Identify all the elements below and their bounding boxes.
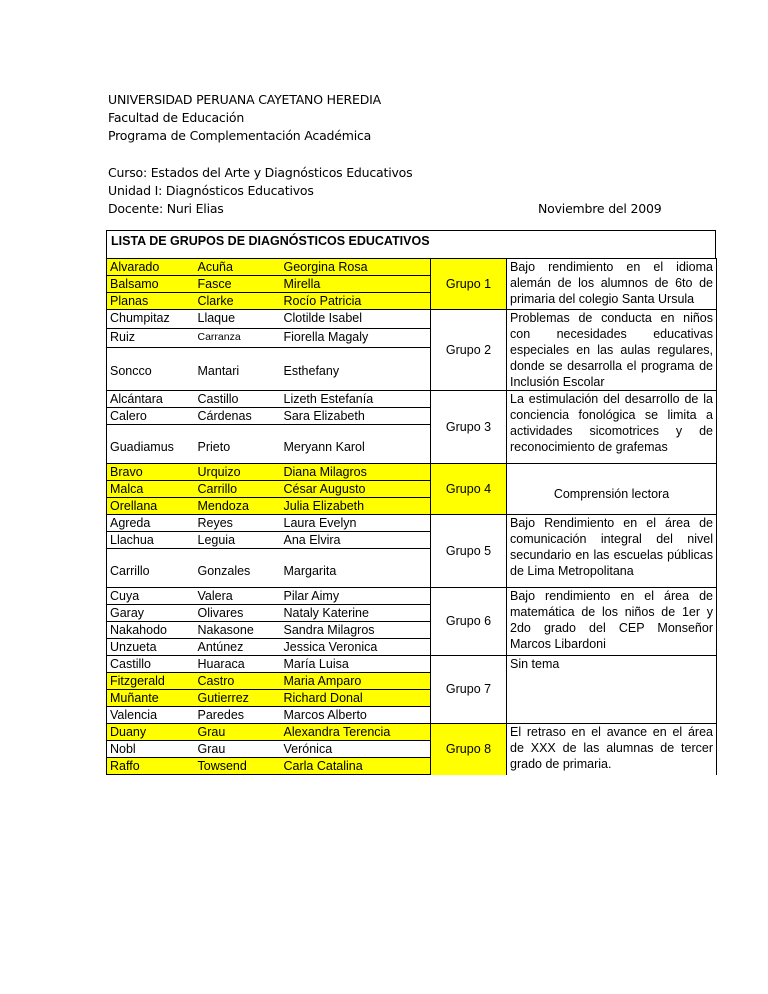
surname-2-cell: Acuña <box>195 259 281 276</box>
surname-1-cell: Balsamo <box>107 276 195 293</box>
given-names-cell: Meryann Karol <box>281 425 431 464</box>
surname-2-cell: Valera <box>195 588 281 605</box>
group-label: Grupo 1 <box>431 259 507 310</box>
group-label: Grupo 4 <box>431 464 507 515</box>
surname-1-cell: Agreda <box>107 515 195 532</box>
surname-1-cell: Duany <box>107 724 195 741</box>
group-topic: Bajo rendimiento en el idioma alemán de los alumnos de 6to de primaria del colegio Santa Ursula <box>507 259 717 310</box>
surname-2-cell: Carranza <box>195 328 281 347</box>
given-names-cell: Fiorella Magaly <box>281 328 431 347</box>
surname-2-cell: Towsend <box>195 758 281 775</box>
given-names-cell: Carla Catalina <box>281 758 431 775</box>
surname-1-cell: Unzueta <box>107 639 195 656</box>
surname-1-cell: Garay <box>107 605 195 622</box>
given-names-cell: Maria Amparo <box>281 673 431 690</box>
surname-2-cell: Mantari <box>195 347 281 390</box>
header-teacher: Docente: Nuri Elias <box>108 201 224 216</box>
surname-2-cell: Clarke <box>195 293 281 310</box>
surname-2-cell: Paredes <box>195 707 281 724</box>
surname-2-cell: Cárdenas <box>195 408 281 425</box>
surname-2-cell: Nakasone <box>195 622 281 639</box>
group-topic: Bajo Rendimiento en el área de comunicación integral del nivel secundario en las escuelas públicas de Lima Metropolitana <box>507 515 717 588</box>
table-row <box>107 656 717 673</box>
given-names-cell: Georgina Rosa <box>281 259 431 276</box>
surname-2-cell: Gonzales <box>195 549 281 588</box>
group-topic: La estimulación del desarrollo de la conciencia fonológica se limita a actividades sicomotrices y de reconocimiento de grafemas <box>507 391 717 464</box>
given-names-cell: Clotilde Isabel <box>281 310 431 329</box>
surname-1-cell: Bravo <box>107 464 195 481</box>
table-row <box>107 464 717 481</box>
group-topic: El retraso en el avance en el área de XXX de las alumnas de tercer grado de primaria. <box>507 724 717 775</box>
given-names-cell: Marcos Alberto <box>281 707 431 724</box>
surname-2-cell: Urquizo <box>195 464 281 481</box>
group-topic: Bajo rendimiento en el área de matemática de los niños de 1er y 2do grado del CEP Monseñor Marcos Libardoni <box>507 588 717 656</box>
given-names-cell: Sandra Milagros <box>281 622 431 639</box>
header-unit: Unidad I: Diagnósticos Educativos <box>108 183 314 198</box>
header-university: UNIVERSIDAD PERUANA CAYETANO HEREDIA <box>108 92 381 107</box>
given-names-cell: Diana Milagros <box>281 464 431 481</box>
given-names-cell: Margarita <box>281 549 431 588</box>
group-label: Grupo 5 <box>431 515 507 588</box>
table-row <box>107 588 717 605</box>
surname-1-cell: Guadiamus <box>107 425 195 464</box>
table-row <box>107 391 717 408</box>
surname-2-cell: Huaraca <box>195 656 281 673</box>
group-label: Grupo 8 <box>431 724 507 775</box>
surname-2-cell: Castro <box>195 673 281 690</box>
surname-1-cell: Valencia <box>107 707 195 724</box>
surname-1-cell: Soncco <box>107 347 195 390</box>
surname-1-cell: Orellana <box>107 498 195 515</box>
given-names-cell: Ana Elvira <box>281 532 431 549</box>
surname-2-cell: Reyes <box>195 515 281 532</box>
surname-1-cell: Carrillo <box>107 549 195 588</box>
surname-2-cell: Prieto <box>195 425 281 464</box>
surname-1-cell: Alcántara <box>107 391 195 408</box>
surname-1-cell: Fitzgerald <box>107 673 195 690</box>
given-names-cell: Rocío Patricia <box>281 293 431 310</box>
given-names-cell: Jessica Veronica <box>281 639 431 656</box>
group-label: Grupo 7 <box>431 656 507 724</box>
surname-2-cell: Mendoza <box>195 498 281 515</box>
groups-table <box>106 258 717 775</box>
groups-table-wrapper <box>106 230 716 775</box>
surname-2-cell: Castillo <box>195 391 281 408</box>
surname-2-cell: Gutierrez <box>195 690 281 707</box>
surname-1-cell: Cuya <box>107 588 195 605</box>
surname-1-cell: Raffo <box>107 758 195 775</box>
table-row <box>107 259 717 276</box>
surname-1-cell: Ruiz <box>107 328 195 347</box>
surname-1-cell: Chumpitaz <box>107 310 195 329</box>
given-names-cell: Nataly Katerine <box>281 605 431 622</box>
group-label: Grupo 2 <box>431 310 507 391</box>
table-title: LISTA DE GRUPOS DE DIAGNÓSTICOS EDUCATIVOS <box>106 230 716 258</box>
surname-1-cell: Muñante <box>107 690 195 707</box>
surname-1-cell: Nakahodo <box>107 622 195 639</box>
header-course: Curso: Estados del Arte y Diagnósticos Educativos <box>108 165 413 180</box>
surname-1-cell: Castillo <box>107 656 195 673</box>
given-names-cell: Sara Elizabeth <box>281 408 431 425</box>
given-names-cell: Lizeth Estefanía <box>281 391 431 408</box>
given-names-cell: Esthefany <box>281 347 431 390</box>
given-names-cell: César Augusto <box>281 481 431 498</box>
surname-2-cell: Grau <box>195 741 281 758</box>
given-names-cell: Pilar Aimy <box>281 588 431 605</box>
surname-1-cell: Llachua <box>107 532 195 549</box>
surname-2-cell: Grau <box>195 724 281 741</box>
group-label: Grupo 6 <box>431 588 507 656</box>
surname-1-cell: Planas <box>107 293 195 310</box>
given-names-cell: Julia Elizabeth <box>281 498 431 515</box>
given-names-cell: Laura Evelyn <box>281 515 431 532</box>
group-topic: Comprensión lectora <box>507 464 717 515</box>
given-names-cell: Verónica <box>281 741 431 758</box>
surname-2-cell: Olivares <box>195 605 281 622</box>
group-topic: Problemas de conducta en niños con necesidades educativas especiales en las aulas regulares, donde se desarrolla el programa de Inclusión Escolar <box>507 310 717 391</box>
header-program: Programa de Complementación Académica <box>108 128 372 143</box>
given-names-cell: Mirella <box>281 276 431 293</box>
group-topic: Sin tema <box>507 656 717 724</box>
surname-1-cell: Nobl <box>107 741 195 758</box>
surname-2-cell: Carrillo <box>195 481 281 498</box>
surname-1-cell: Malca <box>107 481 195 498</box>
group-label: Grupo 3 <box>431 391 507 464</box>
surname-2-cell: Antúnez <box>195 639 281 656</box>
surname-2-cell: Leguia <box>195 532 281 549</box>
header-faculty: Facultad de Educación <box>108 110 245 125</box>
table-row <box>107 724 717 741</box>
surname-1-cell: Alvarado <box>107 259 195 276</box>
surname-1-cell: Calero <box>107 408 195 425</box>
table-row <box>107 310 717 329</box>
header-date: Noviembre del 2009 <box>538 201 662 216</box>
surname-2-cell: Llaque <box>195 310 281 329</box>
given-names-cell: María Luisa <box>281 656 431 673</box>
surname-2-cell: Fasce <box>195 276 281 293</box>
table-row <box>107 515 717 532</box>
given-names-cell: Richard Donal <box>281 690 431 707</box>
given-names-cell: Alexandra Terencia <box>281 724 431 741</box>
